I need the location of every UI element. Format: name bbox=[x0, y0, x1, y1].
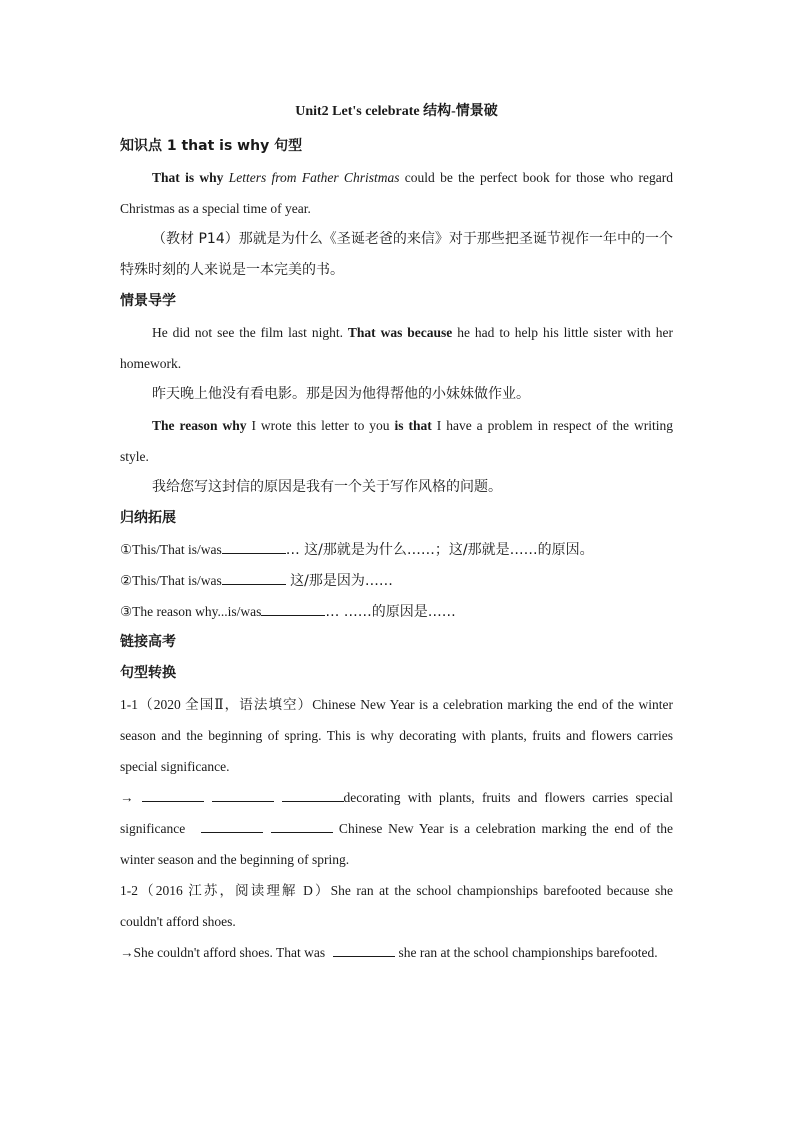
scenario-heading: 情景导学 bbox=[120, 293, 176, 309]
document-content bbox=[120, 100, 673, 968]
summary-item-2 bbox=[120, 565, 673, 596]
exam-link-heading: 链接高考 bbox=[120, 634, 176, 650]
question-1-2-rewrite-end: she ran at the school championships barefooted. bbox=[395, 945, 658, 960]
scenario-1-part-a: He did not see the film last night. bbox=[152, 325, 348, 340]
blank-field[interactable] bbox=[212, 787, 274, 802]
scenario-1-bold: That was because bbox=[347, 325, 453, 340]
blank-field[interactable] bbox=[222, 539, 286, 554]
blank-field[interactable] bbox=[271, 818, 333, 833]
example-1-translation: （教材 P14）那就是为什么《圣诞老爸的来信》对于那些把圣诞节视作一年中的一个特殊时刻的人来说是一本完美的书。 bbox=[120, 231, 673, 278]
question-1-2-rewrite bbox=[120, 937, 673, 968]
scenario-1-part-b: he had to help his little sister with her homework. bbox=[120, 325, 673, 371]
summary-item-3-suffix: … ……的原因是…… bbox=[325, 604, 456, 620]
blank-field[interactable] bbox=[282, 787, 344, 802]
question-1-1-rewrite-middle: decorating with plants, fruits and flowers carries special significance bbox=[120, 790, 673, 836]
blank-field[interactable] bbox=[222, 570, 286, 585]
summary-heading: 归纳拓展 bbox=[120, 510, 176, 526]
summary-item-2-suffix: 这/那是因为…… bbox=[285, 573, 393, 589]
question-1-1-rewrite bbox=[120, 782, 673, 875]
question-1-1: 1-1（2020 全国Ⅱ，语法填空）Chinese New Year is a celebration marking the end of the winter season and the beginning of spring. This is why decorating with plants, fruits and flowers carries special significance. bbox=[120, 697, 673, 774]
blank-field[interactable] bbox=[333, 942, 395, 957]
arrow-icon: → bbox=[120, 790, 134, 805]
scenario-sentence-2 bbox=[120, 410, 673, 472]
example-sentence-1 bbox=[120, 162, 673, 224]
scenario-2-bold-2: is that bbox=[394, 418, 432, 433]
blank-field[interactable] bbox=[201, 818, 263, 833]
scenario-2-bold-1: The reason why bbox=[152, 418, 247, 433]
scenario-1-translation: 昨天晚上他没有看电影。那是因为他得帮他的小妹妹做作业。 bbox=[152, 386, 530, 402]
question-1-1-rewrite-end: Chinese New Year is a celebration marking the end of the winter season and the beginning of spring. bbox=[120, 821, 673, 867]
summary-item-1-suffix: … 这/那就是为什么……；这/那就是……的原因。 bbox=[285, 542, 594, 558]
question-1-2-rewrite-start: →She couldn't afford shoes. That was bbox=[120, 945, 326, 960]
example-1-bold: That is why bbox=[152, 170, 229, 185]
blank-field[interactable] bbox=[142, 787, 204, 802]
scenario-sentence-1 bbox=[120, 317, 673, 379]
knowledge-point-heading: 知识点 1 that is why 句型 bbox=[120, 138, 303, 154]
summary-item-3 bbox=[120, 596, 673, 627]
summary-item-3-prefix: ③The reason why...is/was bbox=[120, 604, 262, 619]
summary-item-1-prefix: ①This/That is/was bbox=[120, 542, 222, 557]
example-1-rest: could be the perfect book for those who regard Christmas as a special time of year. bbox=[120, 170, 673, 216]
summary-item-1 bbox=[120, 534, 673, 565]
question-1-2: 1-2（2016 江苏，阅读理解 D）She ran at the school championships barefooted because she couldn't afford shoes. bbox=[120, 883, 673, 929]
sentence-transform-heading: 句型转换 bbox=[120, 665, 176, 681]
summary-item-2-prefix: ②This/That is/was bbox=[120, 573, 222, 588]
scenario-2-translation: 我给您写这封信的原因是我有一个关于写作风格的问题。 bbox=[152, 479, 502, 495]
scenario-2-part-b: I have a problem in respect of the writing style. bbox=[120, 418, 673, 464]
scenario-2-part-a: I wrote this letter to you bbox=[246, 418, 395, 433]
page-title: Unit2 Let's celebrate 结构-情景破 bbox=[295, 104, 498, 119]
blank-field[interactable] bbox=[261, 601, 325, 616]
example-1-book-title: Letters from Father Christmas bbox=[228, 170, 400, 185]
